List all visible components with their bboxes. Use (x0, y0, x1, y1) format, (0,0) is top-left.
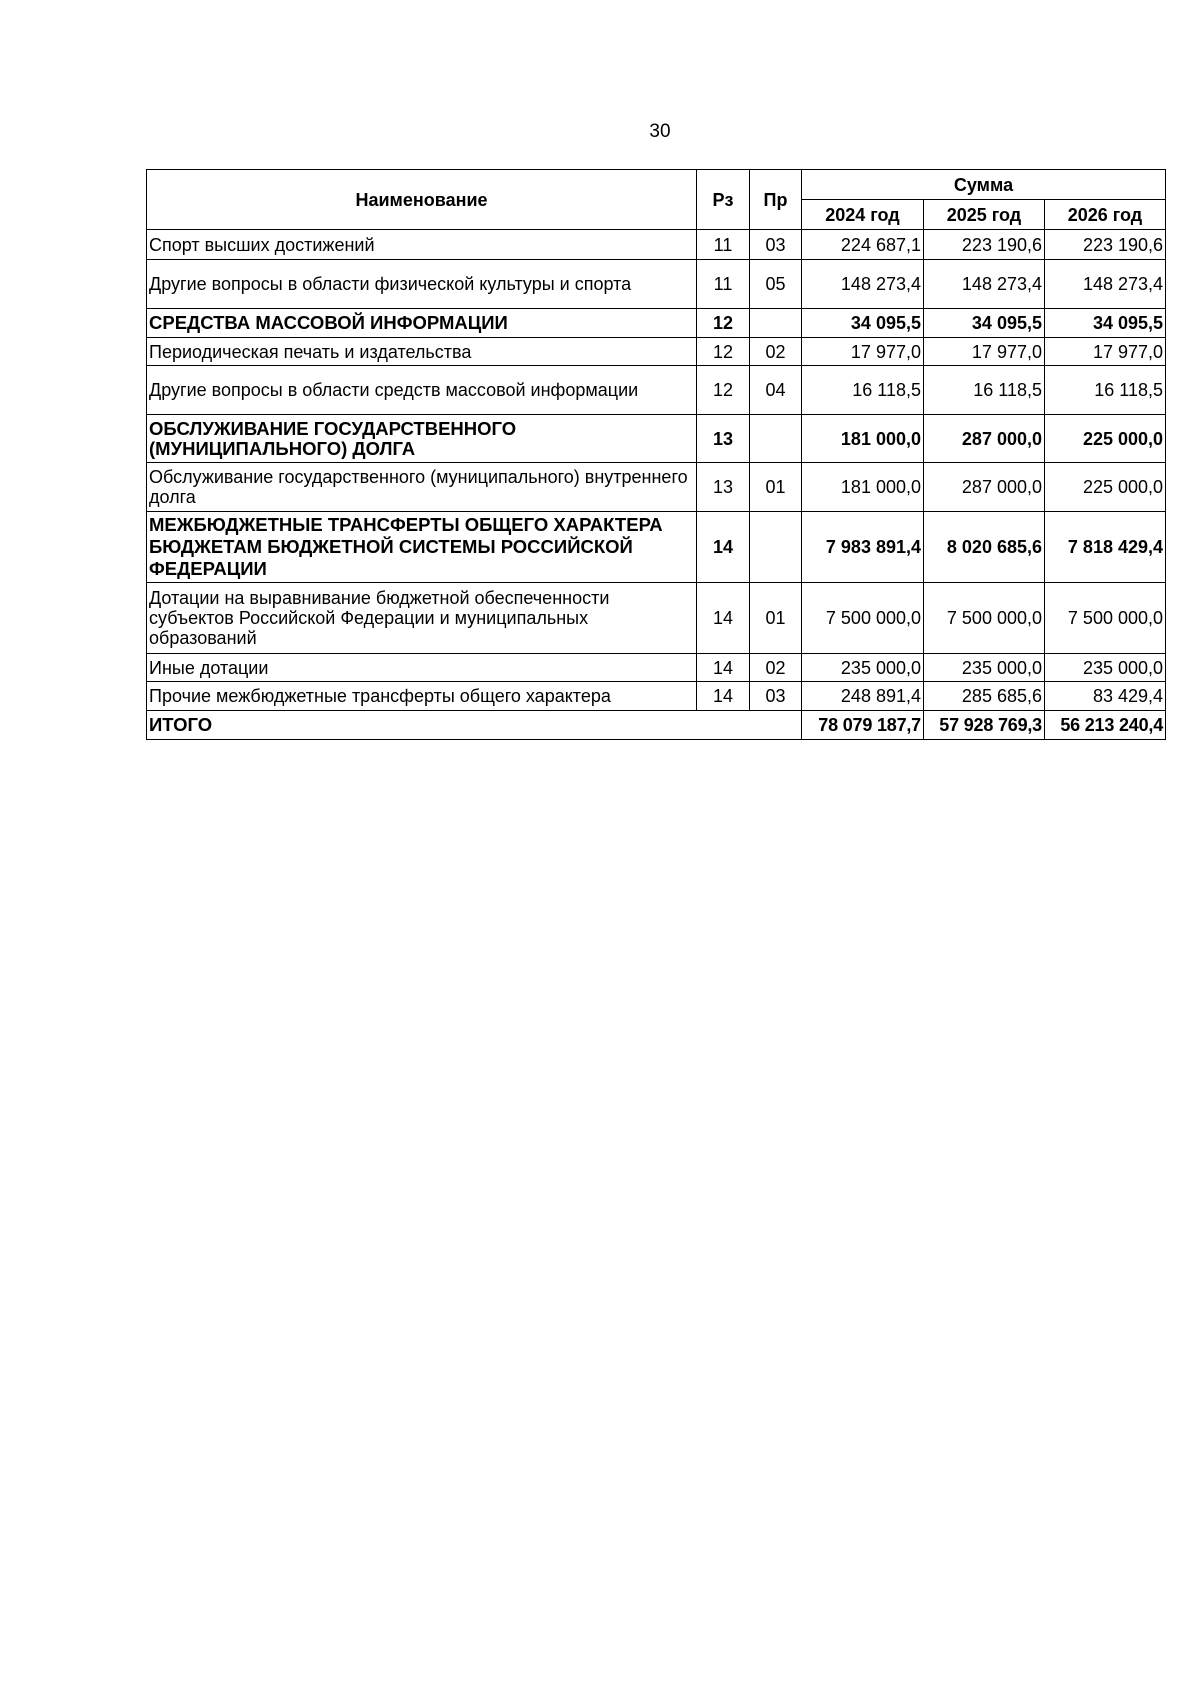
row-pr: 04 (750, 366, 802, 415)
header-sum: Сумма (802, 170, 1166, 200)
row-value-2025: 8 020 685,6 (924, 512, 1045, 583)
row-pr: 03 (750, 682, 802, 711)
row-value-2024: 34 095,5 (802, 309, 924, 338)
row-value-2024: 16 118,5 (802, 366, 924, 415)
row-value-2026: 7 818 429,4 (1045, 512, 1166, 583)
row-name: Периодическая печать и издательства (147, 338, 697, 366)
row-name: ОБСЛУЖИВАНИЕ ГОСУДАРСТВЕННОГО (МУНИЦИПАЛЬНОГО) ДОЛГА (147, 415, 697, 463)
row-name: МЕЖБЮДЖЕТНЫЕ ТРАНСФЕРТЫ ОБЩЕГО ХАРАКТЕРА БЮДЖЕТАМ БЮДЖЕТНОЙ СИСТЕМЫ РОССИЙСКОЙ ФЕДЕРАЦИИ (147, 512, 697, 583)
row-value-2024: 7 983 891,4 (802, 512, 924, 583)
row-name: СРЕДСТВА МАССОВОЙ ИНФОРМАЦИИ (147, 309, 697, 338)
row-rz: 11 (697, 230, 750, 260)
row-value-2025: 148 273,4 (924, 260, 1045, 309)
row-value-2025: 287 000,0 (924, 415, 1045, 463)
row-value-2024: 148 273,4 (802, 260, 924, 309)
row-rz: 13 (697, 463, 750, 512)
row-name: Другие вопросы в области средств массовой информации (147, 366, 697, 415)
row-value-2025: 235 000,0 (924, 654, 1045, 682)
table-row (147, 366, 1166, 415)
row-name: Прочие межбюджетные трансферты общего характера (147, 682, 697, 711)
table-row (147, 682, 1166, 711)
row-value-2025: 17 977,0 (924, 338, 1045, 366)
table-row (147, 338, 1166, 366)
table-body (147, 230, 1166, 740)
row-pr: 01 (750, 463, 802, 512)
row-value-2025: 285 685,6 (924, 682, 1045, 711)
total-value-2026: 56 213 240,4 (1045, 711, 1166, 740)
header-year-2026: 2026 год (1045, 200, 1166, 230)
header-row (147, 170, 1166, 200)
row-rz: 14 (697, 654, 750, 682)
table-row (147, 260, 1166, 309)
row-pr: 05 (750, 260, 802, 309)
row-value-2025: 223 190,6 (924, 230, 1045, 260)
row-value-2026: 223 190,6 (1045, 230, 1166, 260)
row-rz: 13 (697, 415, 750, 463)
row-value-2026: 16 118,5 (1045, 366, 1166, 415)
row-value-2026: 7 500 000,0 (1045, 583, 1166, 654)
row-value-2024: 17 977,0 (802, 338, 924, 366)
row-pr: 03 (750, 230, 802, 260)
row-value-2024: 7 500 000,0 (802, 583, 924, 654)
row-value-2024: 181 000,0 (802, 415, 924, 463)
row-pr: 02 (750, 654, 802, 682)
row-value-2026: 34 095,5 (1045, 309, 1166, 338)
budget-table (146, 169, 1166, 740)
page-number: 30 (649, 121, 671, 142)
total-label: ИТОГО (147, 711, 802, 740)
total-row (147, 711, 1166, 740)
row-pr: 01 (750, 583, 802, 654)
header-year-2024: 2024 год (802, 200, 924, 230)
row-name: Иные дотации (147, 654, 697, 682)
header-name: Наименование (147, 170, 697, 230)
table-row (147, 463, 1166, 512)
section-row (147, 512, 1166, 583)
row-value-2026: 148 273,4 (1045, 260, 1166, 309)
row-value-2025: 7 500 000,0 (924, 583, 1045, 654)
header-pr: Пр (750, 170, 802, 230)
row-pr: 02 (750, 338, 802, 366)
row-value-2026: 225 000,0 (1045, 463, 1166, 512)
row-value-2024: 235 000,0 (802, 654, 924, 682)
row-value-2025: 287 000,0 (924, 463, 1045, 512)
row-pr (750, 309, 802, 338)
row-rz: 14 (697, 512, 750, 583)
header-year-2025: 2025 год (924, 200, 1045, 230)
row-rz: 14 (697, 583, 750, 654)
row-value-2024: 248 891,4 (802, 682, 924, 711)
row-rz: 12 (697, 366, 750, 415)
row-pr (750, 415, 802, 463)
total-value-2024: 78 079 187,7 (802, 711, 924, 740)
row-value-2025: 16 118,5 (924, 366, 1045, 415)
row-value-2026: 17 977,0 (1045, 338, 1166, 366)
table-header (147, 170, 1166, 230)
row-value-2026: 225 000,0 (1045, 415, 1166, 463)
row-name: Спорт высших достижений (147, 230, 697, 260)
row-name: Другие вопросы в области физической культуры и спорта (147, 260, 697, 309)
row-rz: 12 (697, 338, 750, 366)
section-row (147, 309, 1166, 338)
row-value-2024: 224 687,1 (802, 230, 924, 260)
table-row (147, 583, 1166, 654)
row-rz: 14 (697, 682, 750, 711)
row-value-2025: 34 095,5 (924, 309, 1045, 338)
row-name: Обслуживание государственного (муниципального) внутреннего долга (147, 463, 697, 512)
row-value-2026: 235 000,0 (1045, 654, 1166, 682)
table-row (147, 654, 1166, 682)
row-value-2024: 181 000,0 (802, 463, 924, 512)
row-pr (750, 512, 802, 583)
row-value-2026: 83 429,4 (1045, 682, 1166, 711)
row-rz: 12 (697, 309, 750, 338)
total-value-2025: 57 928 769,3 (924, 711, 1045, 740)
row-rz: 11 (697, 260, 750, 309)
row-name: Дотации на выравнивание бюджетной обеспеченности субъектов Российской Федерации и муниципальных образований (147, 583, 697, 654)
header-rz: Рз (697, 170, 750, 230)
section-row (147, 415, 1166, 463)
table-row (147, 230, 1166, 260)
